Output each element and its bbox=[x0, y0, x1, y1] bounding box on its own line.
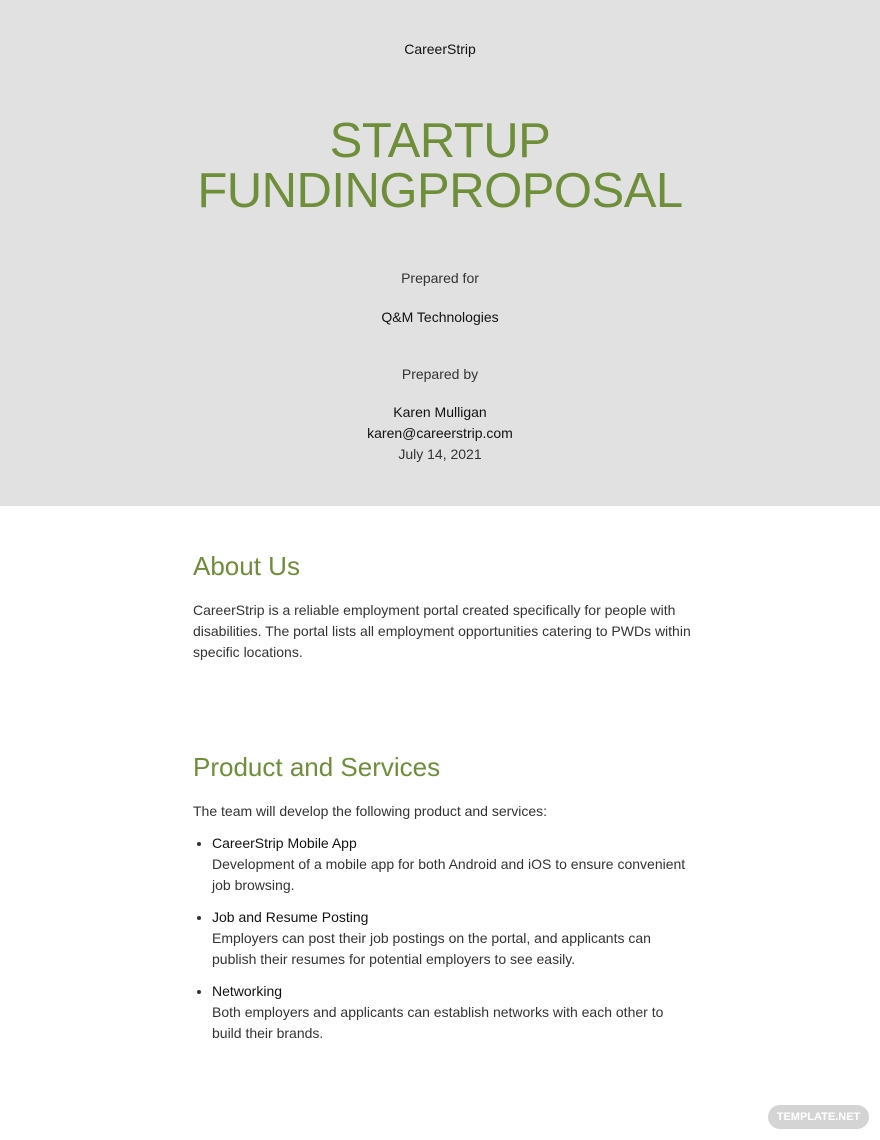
author-name: Karen Mulligan bbox=[393, 404, 487, 420]
list-item bbox=[212, 833, 693, 896]
prepared-by-label: Prepared by bbox=[401, 366, 479, 382]
item-desc: Employers can post their job postings on the portal, and applicants can publish their resumes for potential employers to see easily. bbox=[212, 930, 651, 967]
brand-name: CareerStrip bbox=[404, 41, 476, 57]
item-desc: Development of a mobile app for both Android and iOS to ensure convenient job browsing. bbox=[212, 856, 686, 893]
about-body: CareerStrip is a reliable employment portal created specifically for people with disabilities. The portal lists all employment opportunities catering to PWDs within specific locations. bbox=[193, 602, 691, 660]
about-heading: About Us bbox=[193, 551, 300, 581]
prepared-for-label: Prepared for bbox=[401, 270, 479, 286]
item-desc: Both employers and applicants can establish networks with each other to build their brands. bbox=[212, 1004, 664, 1041]
prepared-for-value: Q&M Technologies bbox=[381, 309, 499, 325]
products-list bbox=[193, 833, 693, 1044]
products-section bbox=[193, 752, 693, 1055]
date: July 14, 2021 bbox=[398, 446, 482, 462]
item-title: • Job and Resume Posting bbox=[212, 909, 369, 925]
title-line-1: STARTUP bbox=[329, 114, 551, 168]
list-item bbox=[212, 907, 693, 970]
item-title: • Networking bbox=[212, 983, 283, 999]
list-item bbox=[212, 981, 693, 1044]
watermark-badge: TEMPLATE.NET bbox=[768, 1105, 869, 1129]
title-line-2: FUNDINGPROPOSAL bbox=[197, 164, 683, 218]
products-intro: The team will develop the following product and services: bbox=[193, 803, 548, 819]
cover-section bbox=[0, 0, 880, 506]
about-section bbox=[193, 551, 693, 663]
item-title: • CareerStrip Mobile App bbox=[212, 835, 357, 851]
products-heading: Product and Services bbox=[193, 752, 441, 782]
document-title bbox=[0, 116, 880, 216]
author-email: karen@careerstrip.com bbox=[367, 425, 513, 441]
